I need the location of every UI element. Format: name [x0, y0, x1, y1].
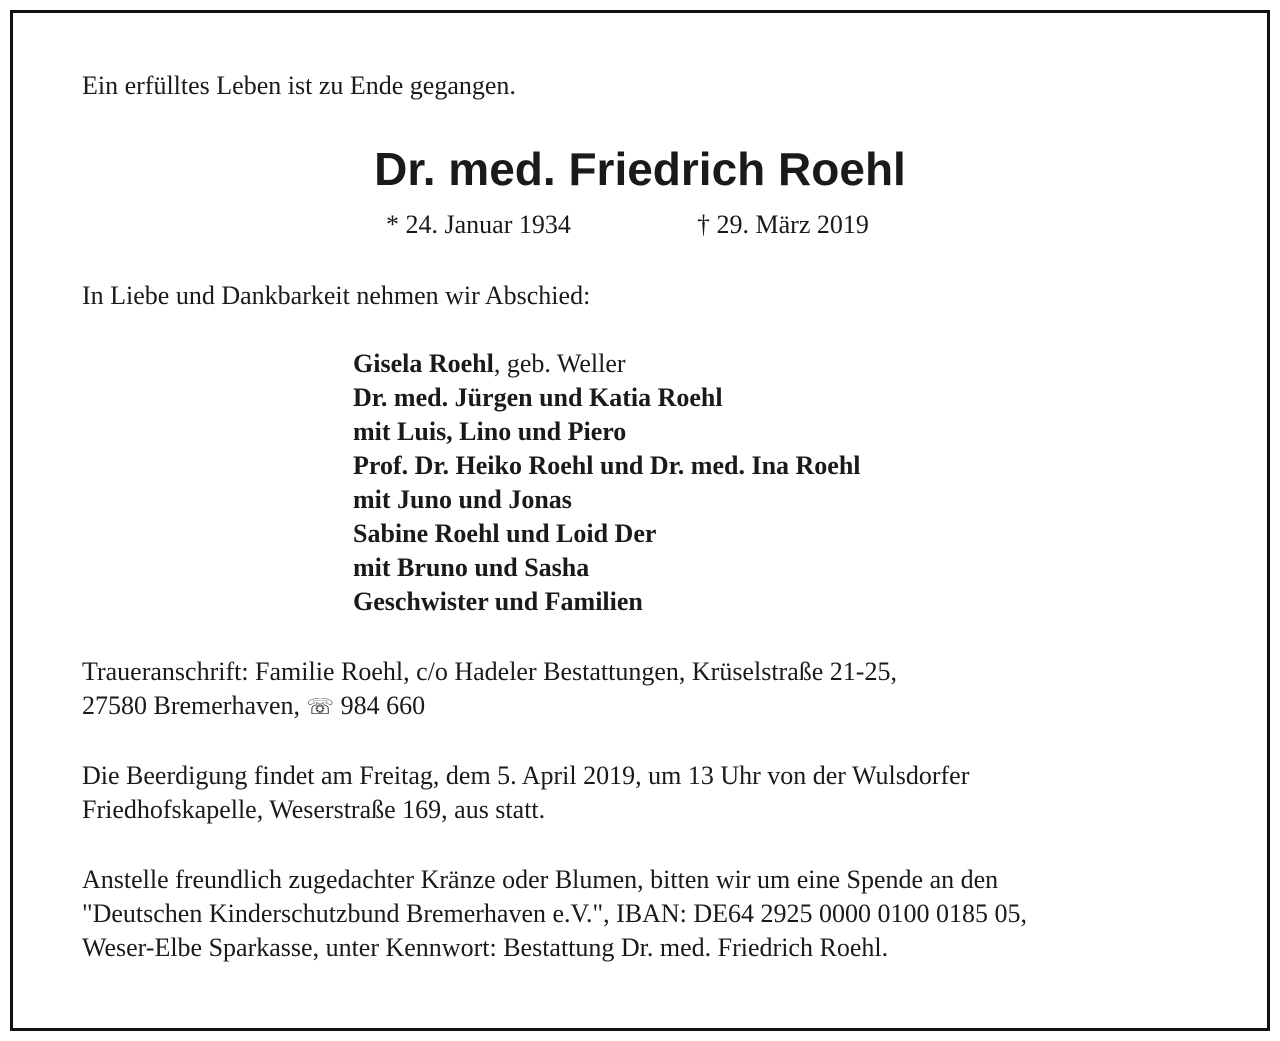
address-line-2 — [82, 689, 425, 725]
mourner-line — [353, 347, 861, 381]
mourner-line: mit Bruno und Sasha — [353, 553, 590, 582]
donation-line-2: "Deutschen Kinderschutzbund Bremerhaven e.V.", IBAN: DE64 2925 0000 0100 0185 05, — [82, 899, 1028, 928]
deceased-name: Dr. med. Friedrich Roehl — [374, 143, 906, 195]
mourner-name: Gisela Roehl — [353, 349, 494, 378]
address-line-1: Traueranschrift: Familie Roehl, c/o Hadeler Bestattungen, Krüselstraße 21-25, — [82, 657, 897, 686]
funeral-line-1: Die Beerdigung findet am Freitag, dem 5. April 2019, um 13 Uhr von der Wulsdorfer — [82, 761, 970, 790]
mourners-list — [353, 347, 861, 619]
farewell-line: In Liebe und Dankbarkeit nehmen wir Abschied: — [82, 281, 591, 310]
funeral-line-2: Friedhofskapelle, Weserstraße 169, aus statt. — [82, 795, 546, 824]
phone-icon: ☏ — [306, 695, 335, 720]
mourner-line: mit Juno und Jonas — [353, 485, 572, 514]
mourner-line: Prof. Dr. Heiko Roehl und Dr. med. Ina Roehl — [353, 451, 861, 480]
birth-date: * 24. Januar 1934 — [386, 210, 571, 239]
mourner-line: mit Luis, Lino und Piero — [353, 417, 627, 446]
mourner-line: Sabine Roehl und Loid Der — [353, 519, 657, 548]
donation-line-3: Weser-Elbe Sparkasse, unter Kennwort: Bestattung Dr. med. Friedrich Roehl. — [82, 933, 889, 962]
mourner-line: Dr. med. Jürgen und Katia Roehl — [353, 383, 723, 412]
donation-line-1: Anstelle freundlich zugedachter Kränze oder Blumen, bitten wir um eine Spende an den — [82, 865, 999, 894]
intro-line: Ein erfülltes Leben ist zu Ende gegangen. — [82, 71, 516, 100]
phone-number: 984 660 — [340, 691, 426, 720]
address-city: 27580 Bremerhaven, — [82, 691, 307, 720]
death-date: † 29. März 2019 — [697, 210, 869, 239]
mourner-line: Geschwister und Familien — [353, 587, 643, 616]
mourner-maiden-name: , geb. Weller — [493, 349, 626, 378]
